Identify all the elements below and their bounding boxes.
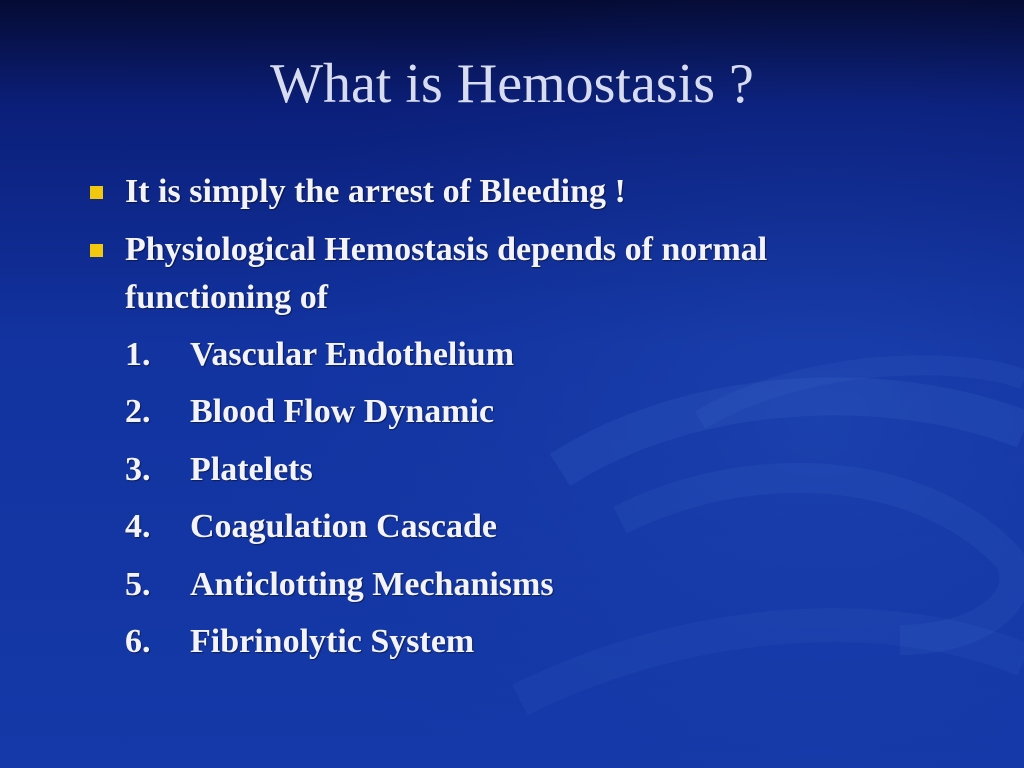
list-number: 2. — [125, 393, 151, 430]
square-bullet-icon — [90, 186, 103, 199]
bullet-text: It is simply the arrest of Bleeding ! — [125, 173, 626, 210]
list-item-text: Fibrinolytic System — [190, 623, 475, 660]
list-number: 6. — [125, 623, 151, 660]
list-item-text: Coagulation Cascade — [190, 508, 497, 545]
list-item-text: Vascular Endothelium — [190, 336, 515, 373]
list-number: 1. — [125, 336, 151, 373]
list-number: 4. — [125, 508, 151, 545]
bullet-text-line1: Physiological Hemostasis depends of normal — [125, 231, 768, 268]
list-number: 3. — [125, 451, 151, 488]
bullet-text-line2: functioning of — [125, 279, 329, 316]
list-number: 5. — [125, 566, 151, 603]
list-item-text: Platelets — [190, 451, 313, 488]
square-bullet-icon — [90, 244, 103, 257]
slide-title: What is Hemostasis ? — [270, 53, 754, 115]
list-item-text: Anticlotting Mechanisms — [190, 566, 554, 603]
list-item-text: Blood Flow Dynamic — [190, 393, 495, 430]
